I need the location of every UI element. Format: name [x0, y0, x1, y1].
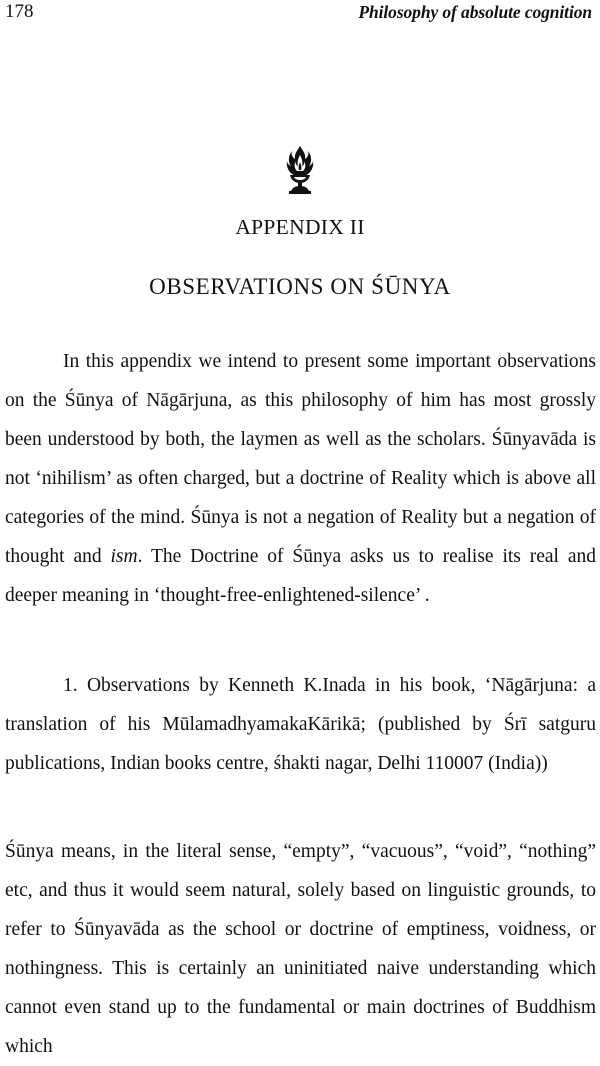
paragraph-intro-text-b: . The Doctrine of Śūnya asks us to realise its real and deeper meaning in ‘thought-free-enlightened-silence’ . — [5, 546, 596, 606]
running-head — [0, 0, 600, 26]
paragraph-citation: 1. Observations by Kenneth K.Inada in his book, ‘Nāgārjuna: a translation of his MūlamadhyamakaKārikā; (published by Śrī satguru publications, Indian books centre, śhakti nagar, Delhi 110007 (India)) — [5, 675, 596, 774]
flame-lamp-icon — [284, 145, 316, 195]
running-title: Philosophy of absolute cognition — [358, 2, 592, 22]
paragraph-intro-text-a: In this appendix we intend to present some important observations on the Śūnya of Nāgārjuna, as this philosophy of him has most grossly been understood by both, the laymen as well as the scholars. Śūnyavāda is not ‘nihilism’ as often charged, but a doctrine of Reality which is above all categories of the mind. Śūnya is not a negation of Reality but a negation of thought and — [5, 351, 596, 567]
paragraph-intro — [5, 342, 596, 615]
page-number: 178 — [5, 1, 34, 22]
chapter-title: OBSERVATIONS ON ŚŪNYA — [149, 274, 451, 299]
paragraph-sunya-meaning: Śūnya means, in the literal sense, “empty”, “vacuous”, “void”, “nothing” etc, and thus it would seem natural, solely based on linguistic grounds, to refer to Śūnyavāda as the school or doctrine of emptiness, voidness, or nothingness. This is certainly an uninitiated naive understanding which cannot even stand up to the fundamental or main doctrines of Buddhism which — [5, 841, 596, 1057]
appendix-label: APPENDIX II — [235, 215, 365, 239]
paragraph-intro-ism: ism — [110, 546, 138, 567]
